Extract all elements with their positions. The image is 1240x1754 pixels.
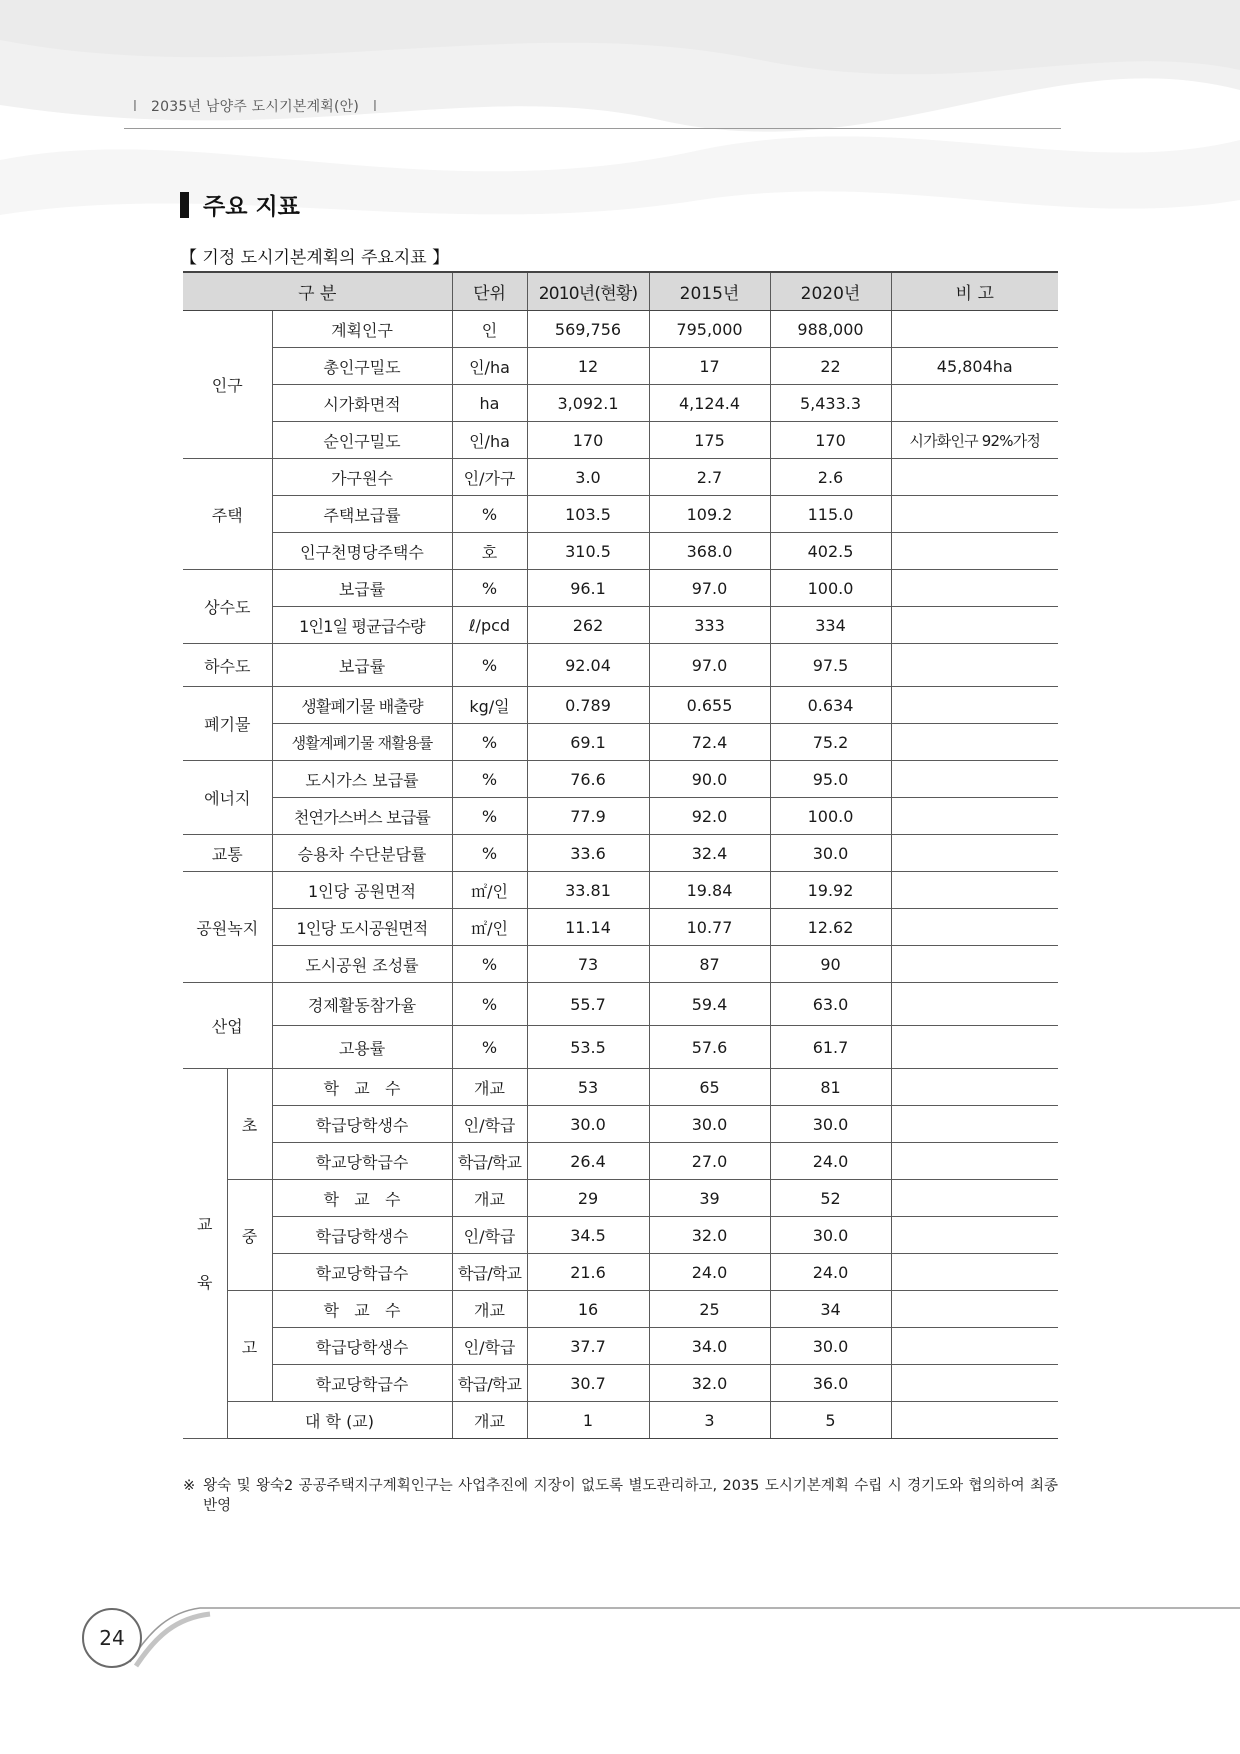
- row-unit: 개교: [452, 1402, 527, 1439]
- table-row: [183, 1254, 1058, 1291]
- row-item: 1인1일 평균급수량: [272, 607, 452, 644]
- row-2020: 95.0: [770, 761, 891, 798]
- row-2020: 24.0: [770, 1143, 891, 1180]
- row-2010: 33.6: [527, 835, 649, 872]
- row-2020: 52: [770, 1180, 891, 1217]
- row-2020: 34: [770, 1291, 891, 1328]
- row-2020: 30.0: [770, 1106, 891, 1143]
- table-row: [183, 1217, 1058, 1254]
- row-2015: 795,000: [649, 311, 770, 348]
- row-unit: ㎡/인: [452, 872, 527, 909]
- group-education-char-2: 육: [197, 1272, 213, 1292]
- page-number: 24: [82, 1608, 142, 1668]
- row-unit: %: [452, 724, 527, 761]
- row-item: 경제활동참가율: [272, 983, 452, 1026]
- table-row: [183, 1365, 1058, 1402]
- table-row: [183, 1143, 1058, 1180]
- header-2020: 2020년: [770, 272, 891, 311]
- row-2015: 17: [649, 348, 770, 385]
- row-2015: 25: [649, 1291, 770, 1328]
- row-note: [891, 946, 1058, 983]
- row-note: [891, 1402, 1058, 1439]
- row-unit: 인/ha: [452, 348, 527, 385]
- row-2015: 4,124.4: [649, 385, 770, 422]
- row-item: 학급당학생수: [272, 1106, 452, 1143]
- row-2015: 65: [649, 1069, 770, 1106]
- row-item: 도시공원 조성률: [272, 946, 452, 983]
- row-2015: 175: [649, 422, 770, 459]
- table-row: [183, 1106, 1058, 1143]
- row-item: 학급당학생수: [272, 1328, 452, 1365]
- row-note: 45,804ha: [891, 348, 1058, 385]
- row-2010: 310.5: [527, 533, 649, 570]
- row-2020: 63.0: [770, 983, 891, 1026]
- row-2010: 53.5: [527, 1026, 649, 1069]
- row-2015: 97.0: [649, 570, 770, 607]
- row-note: [891, 385, 1058, 422]
- row-item: 학교당학급수: [272, 1365, 452, 1402]
- row-unit: 인/학급: [452, 1217, 527, 1254]
- row-2010: 92.04: [527, 644, 649, 687]
- row-note: [891, 1291, 1058, 1328]
- row-unit: %: [452, 644, 527, 687]
- row-item: 총인구밀도: [272, 348, 452, 385]
- header-unit: 단위: [452, 272, 527, 311]
- row-2010: 16: [527, 1291, 649, 1328]
- header-note: 비 고: [891, 272, 1058, 311]
- row-note: [891, 687, 1058, 724]
- row-item: 순인구밀도: [272, 422, 452, 459]
- row-note: [891, 1365, 1058, 1402]
- row-2020: 81: [770, 1069, 891, 1106]
- row-2020: 24.0: [770, 1254, 891, 1291]
- row-note: [891, 1217, 1058, 1254]
- table-row: [183, 607, 1058, 644]
- row-2015: 368.0: [649, 533, 770, 570]
- header-rule: [124, 128, 1061, 129]
- row-unit: ㎡/인: [452, 909, 527, 946]
- row-2010: 76.6: [527, 761, 649, 798]
- row-2015: 92.0: [649, 798, 770, 835]
- row-2015: 57.6: [649, 1026, 770, 1069]
- row-2010: 96.1: [527, 570, 649, 607]
- row-2020: 97.5: [770, 644, 891, 687]
- row-note: [891, 835, 1058, 872]
- table-row: [183, 761, 1058, 798]
- row-2020: 334: [770, 607, 891, 644]
- row-2020: 5,433.3: [770, 385, 891, 422]
- row-note: [891, 607, 1058, 644]
- row-2010: 3.0: [527, 459, 649, 496]
- row-2010: 26.4: [527, 1143, 649, 1180]
- row-2010: 34.5: [527, 1217, 649, 1254]
- footnote-symbol: ※: [183, 1478, 196, 1494]
- header-2010: 2010년(현황): [527, 272, 649, 311]
- group-parks: 공원녹지: [183, 872, 272, 983]
- row-2010: 1: [527, 1402, 649, 1439]
- row-item: 계획인구: [272, 311, 452, 348]
- table-row: [183, 983, 1058, 1026]
- row-2015: 10.77: [649, 909, 770, 946]
- row-2020: 30.0: [770, 1328, 891, 1365]
- row-2010: 77.9: [527, 798, 649, 835]
- table-row: [183, 1180, 1058, 1217]
- row-2020: 100.0: [770, 570, 891, 607]
- row-unit: 인/가구: [452, 459, 527, 496]
- group-sewerage: 하수도: [183, 644, 272, 687]
- table-row: [183, 644, 1058, 687]
- row-unit: %: [452, 496, 527, 533]
- subgroup-elementary: 초: [227, 1069, 272, 1180]
- row-item: 보급률: [272, 644, 452, 687]
- row-note: [891, 1106, 1058, 1143]
- row-2020: 12.62: [770, 909, 891, 946]
- row-2010: 30.7: [527, 1365, 649, 1402]
- table-row: [183, 348, 1058, 385]
- subgroup-middle: 중: [227, 1180, 272, 1291]
- table-header-row: [183, 272, 1058, 311]
- section-title: 주요 지표: [203, 194, 300, 220]
- table-row: [183, 798, 1058, 835]
- row-2010: 73: [527, 946, 649, 983]
- row-note: [891, 644, 1058, 687]
- row-unit: ℓ/pcd: [452, 607, 527, 644]
- row-unit: %: [452, 798, 527, 835]
- row-unit: ha: [452, 385, 527, 422]
- row-unit: 학급/학교: [452, 1365, 527, 1402]
- row-2020: 75.2: [770, 724, 891, 761]
- row-note: [891, 1180, 1058, 1217]
- table-row: [183, 1069, 1058, 1106]
- row-note: [891, 570, 1058, 607]
- table-row: [183, 1291, 1058, 1328]
- table-row: [183, 311, 1058, 348]
- row-note: [891, 798, 1058, 835]
- table-row: [183, 570, 1058, 607]
- row-note: [891, 311, 1058, 348]
- row-note: [891, 1026, 1058, 1069]
- row-item: 천연가스버스 보급률: [272, 798, 452, 835]
- row-2010: 21.6: [527, 1254, 649, 1291]
- row-unit: %: [452, 761, 527, 798]
- group-education: [183, 1069, 227, 1439]
- running-header-title: 2035년 남양주 도시기본계획(안): [151, 99, 360, 115]
- table-row: [183, 385, 1058, 422]
- row-2020: 988,000: [770, 311, 891, 348]
- row-item: 1인당 공원면적: [272, 872, 452, 909]
- row-note: [891, 1254, 1058, 1291]
- row-2020: 100.0: [770, 798, 891, 835]
- running-header: [133, 96, 377, 116]
- row-note: [891, 724, 1058, 761]
- row-2020: 30.0: [770, 1217, 891, 1254]
- header-2015: 2015년: [649, 272, 770, 311]
- row-2015: 30.0: [649, 1106, 770, 1143]
- row-unit: %: [452, 1026, 527, 1069]
- row-2015: 90.0: [649, 761, 770, 798]
- table-row: [183, 1026, 1058, 1069]
- row-unit: 학급/학교: [452, 1254, 527, 1291]
- table-row: [183, 687, 1058, 724]
- row-2010: 11.14: [527, 909, 649, 946]
- row-unit: 학급/학교: [452, 1143, 527, 1180]
- row-2015: 333: [649, 607, 770, 644]
- table-row: [183, 872, 1058, 909]
- running-header-bar-right: l: [373, 99, 378, 115]
- row-2010: 0.789: [527, 687, 649, 724]
- row-2010: 53: [527, 1069, 649, 1106]
- table-row: [183, 1328, 1058, 1365]
- row-note: [891, 1143, 1058, 1180]
- row-2010: 262: [527, 607, 649, 644]
- row-unit: 인/학급: [452, 1328, 527, 1365]
- row-2020: 5: [770, 1402, 891, 1439]
- row-2015: 109.2: [649, 496, 770, 533]
- row-note: 시가화인구 92%가정: [891, 422, 1058, 459]
- row-2015: 0.655: [649, 687, 770, 724]
- row-2015: 32.0: [649, 1365, 770, 1402]
- row-unit: 인: [452, 311, 527, 348]
- row-2015: 97.0: [649, 644, 770, 687]
- table-row: [183, 909, 1058, 946]
- group-population: 인구: [183, 311, 272, 459]
- group-water-supply: 상수도: [183, 570, 272, 644]
- row-2010: 569,756: [527, 311, 649, 348]
- header-wave-decoration: [0, 0, 1240, 260]
- row-2010: 12: [527, 348, 649, 385]
- table-row: [183, 946, 1058, 983]
- row-note: [891, 872, 1058, 909]
- indicators-table: [183, 271, 1058, 1439]
- table-row: [183, 1402, 1058, 1439]
- table-row: [183, 496, 1058, 533]
- group-transport: 교통: [183, 835, 272, 872]
- row-2010: 29: [527, 1180, 649, 1217]
- group-education-char-1: 교: [197, 1214, 213, 1234]
- row-2015: 39: [649, 1180, 770, 1217]
- group-housing: 주택: [183, 459, 272, 570]
- running-header-bar-left: l: [133, 99, 138, 115]
- group-energy: 에너지: [183, 761, 272, 835]
- row-2015: 87: [649, 946, 770, 983]
- row-2020: 115.0: [770, 496, 891, 533]
- section-marker-icon: [180, 192, 189, 218]
- row-unit: kg/일: [452, 687, 527, 724]
- row-2015: 3: [649, 1402, 770, 1439]
- row-item: 고용률: [272, 1026, 452, 1069]
- row-2020: 61.7: [770, 1026, 891, 1069]
- table-caption: 【 기정 도시기본계획의 주요지표 】: [180, 248, 450, 268]
- row-2020: 90: [770, 946, 891, 983]
- row-2020: 0.634: [770, 687, 891, 724]
- row-note: [891, 761, 1058, 798]
- row-2020: 36.0: [770, 1365, 891, 1402]
- row-note: [891, 1069, 1058, 1106]
- row-item: 1인당 도시공원면적: [272, 909, 452, 946]
- row-unit: %: [452, 983, 527, 1026]
- row-item: 인구천명당주택수: [272, 533, 452, 570]
- row-item: 학교당학급수: [272, 1254, 452, 1291]
- row-item: 학교당학급수: [272, 1143, 452, 1180]
- row-item: 가구원수: [272, 459, 452, 496]
- row-2015: 59.4: [649, 983, 770, 1026]
- row-item: 시가화면적: [272, 385, 452, 422]
- row-note: [891, 1328, 1058, 1365]
- group-industry: 산업: [183, 983, 272, 1069]
- row-item: 생활폐기물 배출량: [272, 687, 452, 724]
- row-item: 학급당학생수: [272, 1217, 452, 1254]
- section-heading: [180, 188, 300, 221]
- table-row: [183, 724, 1058, 761]
- row-item: 학 교 수: [272, 1291, 452, 1328]
- row-2015: 32.0: [649, 1217, 770, 1254]
- row-2015: 27.0: [649, 1143, 770, 1180]
- row-unit: 개교: [452, 1180, 527, 1217]
- row-2015: 2.7: [649, 459, 770, 496]
- row-item: 주택보급률: [272, 496, 452, 533]
- row-note: [891, 533, 1058, 570]
- row-note: [891, 983, 1058, 1026]
- row-item: 승용차 수단분담률: [272, 835, 452, 872]
- table-row: [183, 459, 1058, 496]
- table-footnote: [183, 1476, 1058, 1516]
- row-2010: 55.7: [527, 983, 649, 1026]
- subgroup-high: 고: [227, 1291, 272, 1402]
- row-unit: 인/학급: [452, 1106, 527, 1143]
- table-row: [183, 422, 1058, 459]
- row-2020: 22: [770, 348, 891, 385]
- row-2020: 2.6: [770, 459, 891, 496]
- row-2010: 69.1: [527, 724, 649, 761]
- row-2020: 170: [770, 422, 891, 459]
- row-unit: 호: [452, 533, 527, 570]
- row-2020: 30.0: [770, 835, 891, 872]
- row-item: 보급률: [272, 570, 452, 607]
- row-note: [891, 459, 1058, 496]
- row-2015: 34.0: [649, 1328, 770, 1365]
- row-2010: 30.0: [527, 1106, 649, 1143]
- header-category: 구 분: [183, 272, 452, 311]
- row-2015: 24.0: [649, 1254, 770, 1291]
- row-2010: 170: [527, 422, 649, 459]
- row-unit: %: [452, 570, 527, 607]
- footer-swoosh-decoration: [130, 1600, 1240, 1680]
- row-unit: %: [452, 946, 527, 983]
- row-2015: 72.4: [649, 724, 770, 761]
- row-item: 대 학 (교): [227, 1402, 452, 1439]
- table-row: [183, 533, 1058, 570]
- table-row: [183, 835, 1058, 872]
- row-2020: 402.5: [770, 533, 891, 570]
- footnote-text: 왕숙 및 왕숙2 공공주택지구계획인구는 사업추진에 지장이 없도록 별도관리하고, 2035 도시기본계획 수립 시 경기도와 협의하여 최종 반영: [203, 1478, 1058, 1514]
- row-2010: 103.5: [527, 496, 649, 533]
- row-2015: 32.4: [649, 835, 770, 872]
- row-unit: %: [452, 835, 527, 872]
- row-note: [891, 496, 1058, 533]
- row-2020: 19.92: [770, 872, 891, 909]
- row-item: 도시가스 보급률: [272, 761, 452, 798]
- row-2015: 19.84: [649, 872, 770, 909]
- row-2010: 33.81: [527, 872, 649, 909]
- row-item: 학 교 수: [272, 1069, 452, 1106]
- row-item: 생활계폐기물 재활용률: [272, 724, 452, 761]
- row-2010: 3,092.1: [527, 385, 649, 422]
- row-note: [891, 909, 1058, 946]
- group-waste: 폐기물: [183, 687, 272, 761]
- row-unit: 인/ha: [452, 422, 527, 459]
- row-unit: 개교: [452, 1291, 527, 1328]
- row-unit: 개교: [452, 1069, 527, 1106]
- row-item: 학 교 수: [272, 1180, 452, 1217]
- row-2010: 37.7: [527, 1328, 649, 1365]
